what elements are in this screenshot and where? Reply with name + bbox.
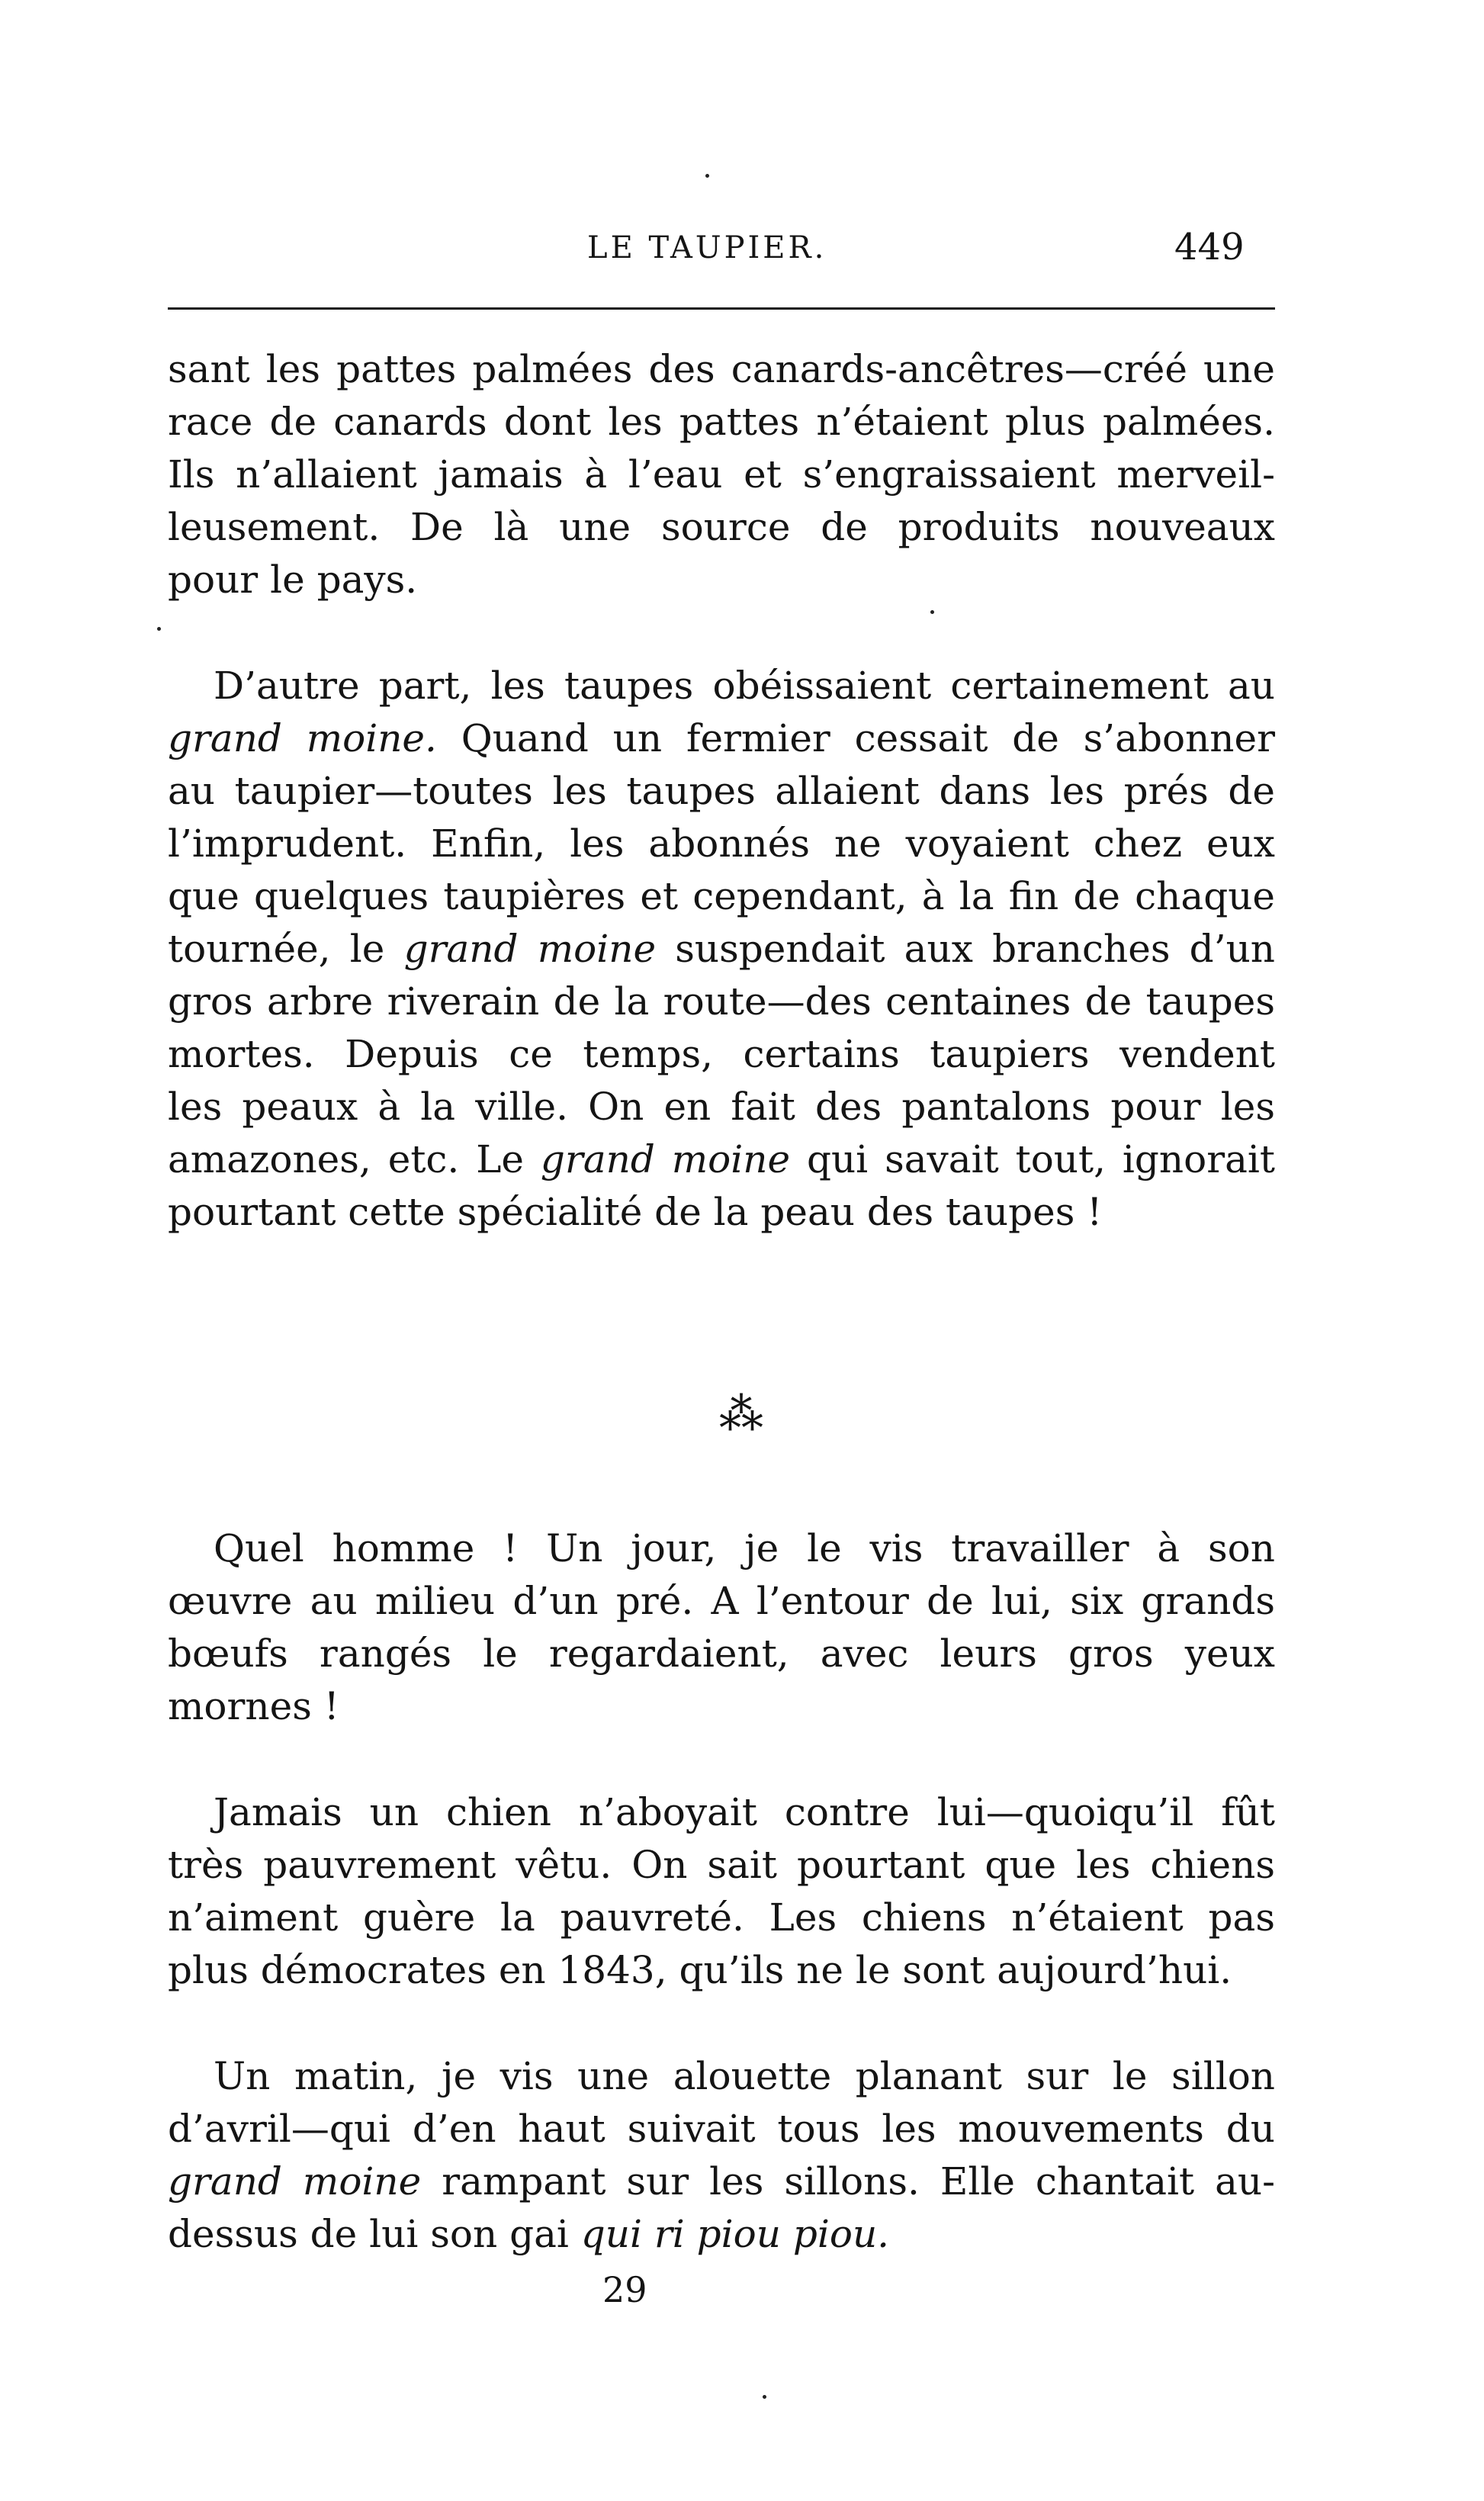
text-line: d’avril—qui d’en haut suivait tous les mouvements du: [168, 2107, 1275, 2151]
section-break-space: [168, 1239, 1275, 1522]
text-run: amazones, etc. Le: [168, 1137, 541, 1181]
text-run: dessus de lui son gai: [168, 2212, 581, 2256]
text-line: plus démocrates en 1843, qu’ils ne le sont aujourd’hui.: [168, 1948, 1232, 1992]
page-number: 449: [1174, 226, 1245, 268]
text-line: mortes. Depuis ce temps, certains taupiers vendent: [168, 1032, 1275, 1076]
text-line: pour le pays.: [168, 558, 418, 602]
text-line: D’autre part, les taupes obéissaient certainement au: [214, 664, 1275, 708]
text-line: mornes !: [168, 1684, 339, 1728]
text-line: n’aiment guère la pauvreté. Les chiens n’étaient pas: [168, 1895, 1275, 1940]
text-line: que quelques taupières et cependant, à la fin de chaque: [168, 874, 1275, 918]
text-run: rampant sur les sillons. Elle chantait au-: [421, 2159, 1275, 2204]
running-head-title: LE TAUPIER.: [587, 230, 827, 265]
italic-term: grand moine.: [168, 716, 437, 760]
paragraph-4: [168, 1786, 1275, 1997]
italic-term: grand moine: [540, 1137, 791, 1181]
header-rule: [168, 307, 1275, 310]
text-line: Quel homme ! Un jour, je le vis travailler à son: [214, 1526, 1275, 1570]
text-line: au taupier—toutes les taupes allaient dans les prés de: [168, 769, 1275, 813]
text-line: gros arbre riverain de la route—des centaines de taupes: [168, 979, 1275, 1024]
paragraph-3: [168, 1522, 1275, 1733]
text-line: [168, 2208, 1275, 2261]
text-line: les peaux à la ville. On en fait des pantalons pour les: [168, 1085, 1275, 1129]
text-line: race de canards dont les pattes n’étaient plus palmées.: [168, 400, 1275, 444]
text-line: l’imprudent. Enfin, les abonnés ne voyaient chez eux: [168, 821, 1275, 866]
text-line: [168, 712, 1275, 765]
text-line: Ils n’allaient jamais à l’eau et s’engraissaient merveil-: [168, 452, 1275, 497]
text-line: Un matin, je vis une alouette planant sur le sillon: [214, 2054, 1275, 2098]
text-line: Jamais un chien n’aboyait contre lui—quoiqu’il fût: [214, 1790, 1275, 1834]
text-line: œuvre au milieu d’un pré. A l’entour de lui, six grands: [168, 1579, 1275, 1623]
italic-term: qui ri piou piou.: [580, 2212, 890, 2256]
italic-term: grand moine: [403, 927, 657, 971]
text-run: tournée, le: [168, 927, 404, 971]
text-line: sant les pattes palmées des canards-ancêtres—créé une: [168, 347, 1275, 391]
paragraph-gap: [168, 1733, 1275, 1786]
print-speck: [157, 627, 161, 631]
printer-signature-mark: 29: [602, 2269, 647, 2310]
text-line: très pauvrement vêtu. On sait pourtant que les chiens: [168, 1843, 1275, 1887]
paragraph-2: [168, 660, 1275, 1239]
paragraph-1: [168, 343, 1275, 606]
text-line: [168, 1133, 1275, 1186]
text-line: leusement. De là une source de produits nouveaux: [168, 505, 1275, 549]
text-run: qui savait tout, ignorait: [790, 1137, 1275, 1181]
text-run: suspendait aux branches d’un: [656, 927, 1275, 971]
text-line: [168, 2155, 1275, 2208]
print-speck: [930, 610, 934, 614]
print-speck: [705, 174, 709, 178]
asterism-divider: ⁂: [719, 1388, 765, 1440]
text-run: Quand un fermier cessait de s’abonner: [436, 716, 1275, 760]
paragraph-5: [168, 2050, 1275, 2261]
text-line: [168, 923, 1275, 976]
paragraph-gap: [168, 606, 1275, 660]
body-text: [168, 343, 1275, 2261]
paragraph-gap: [168, 1997, 1275, 2050]
text-line: bœufs rangés le regardaient, avec leurs gros yeux: [168, 1631, 1275, 1676]
text-line: pourtant cette spécialité de la peau des taupes !: [168, 1190, 1103, 1234]
italic-term: grand moine: [168, 2159, 422, 2204]
print-speck: [763, 2395, 766, 2399]
